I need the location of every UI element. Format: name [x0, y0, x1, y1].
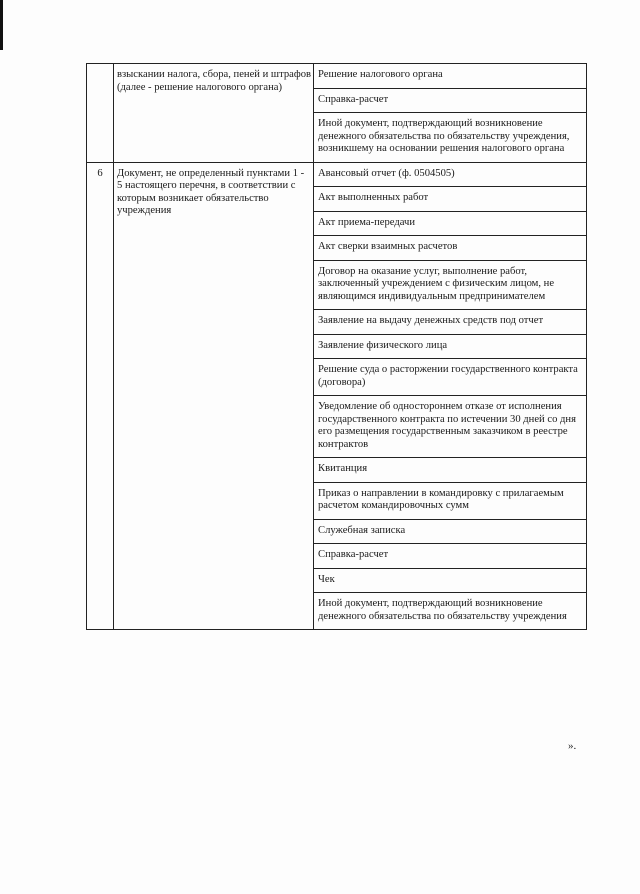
document-item: Справка-расчет: [314, 88, 587, 113]
document-item: Заявление на выдачу денежных средств под отчет: [314, 310, 587, 335]
document-item: Договор на оказание услуг, выполнение работ, заключенный учреждением с физическим лицом, не являющимся индивидуальным предпринимателем: [314, 260, 587, 310]
document-item: Акт приема-передачи: [314, 211, 587, 236]
document-item: Чек: [314, 568, 587, 593]
document-item: Решение налогового органа: [314, 64, 587, 89]
row-description: Документ, не определенный пунктами 1 - 5 настоящего перечня, в соответствии с которым возникает обязательство учреждения: [114, 162, 314, 630]
document-item: Справка-расчет: [314, 544, 587, 569]
row-number: 6: [87, 162, 114, 630]
document-list-table: [86, 63, 587, 630]
document-item: Авансовый отчет (ф. 0504505): [314, 162, 587, 187]
scan-edge-mark: [0, 0, 3, 50]
table-row: [87, 162, 587, 187]
document-item: Уведомление об одностороннем отказе от исполнения государственного контракта по истечении 30 дней со дня его размещения государственным заказчиком в реестре контрактов: [314, 396, 587, 458]
closing-quote-mark: ».: [568, 740, 577, 752]
document-item: Акт сверки взаимных расчетов: [314, 236, 587, 261]
row-number: [87, 64, 114, 163]
document-item: Квитанция: [314, 458, 587, 483]
document-item: Приказ о направлении в командировку с прилагаемым расчетом командировочных сумм: [314, 482, 587, 519]
document-item: Иной документ, подтверждающий возникновение денежного обязательства по обязательству учреждения: [314, 593, 587, 630]
document-item: Решение суда о расторжении государственного контракта (договора): [314, 359, 587, 396]
document-item: Иной документ, подтверждающий возникновение денежного обязательства по обязательству учреждения, возникшему на основании решения налогового органа: [314, 113, 587, 163]
document-item: Заявление физического лица: [314, 334, 587, 359]
row-description: взыскании налога, сбора, пеней и штрафов (далее - решение налогового органа): [114, 64, 314, 163]
table-row: [87, 64, 587, 89]
document-item: Служебная записка: [314, 519, 587, 544]
document-item: Акт выполненных работ: [314, 187, 587, 212]
